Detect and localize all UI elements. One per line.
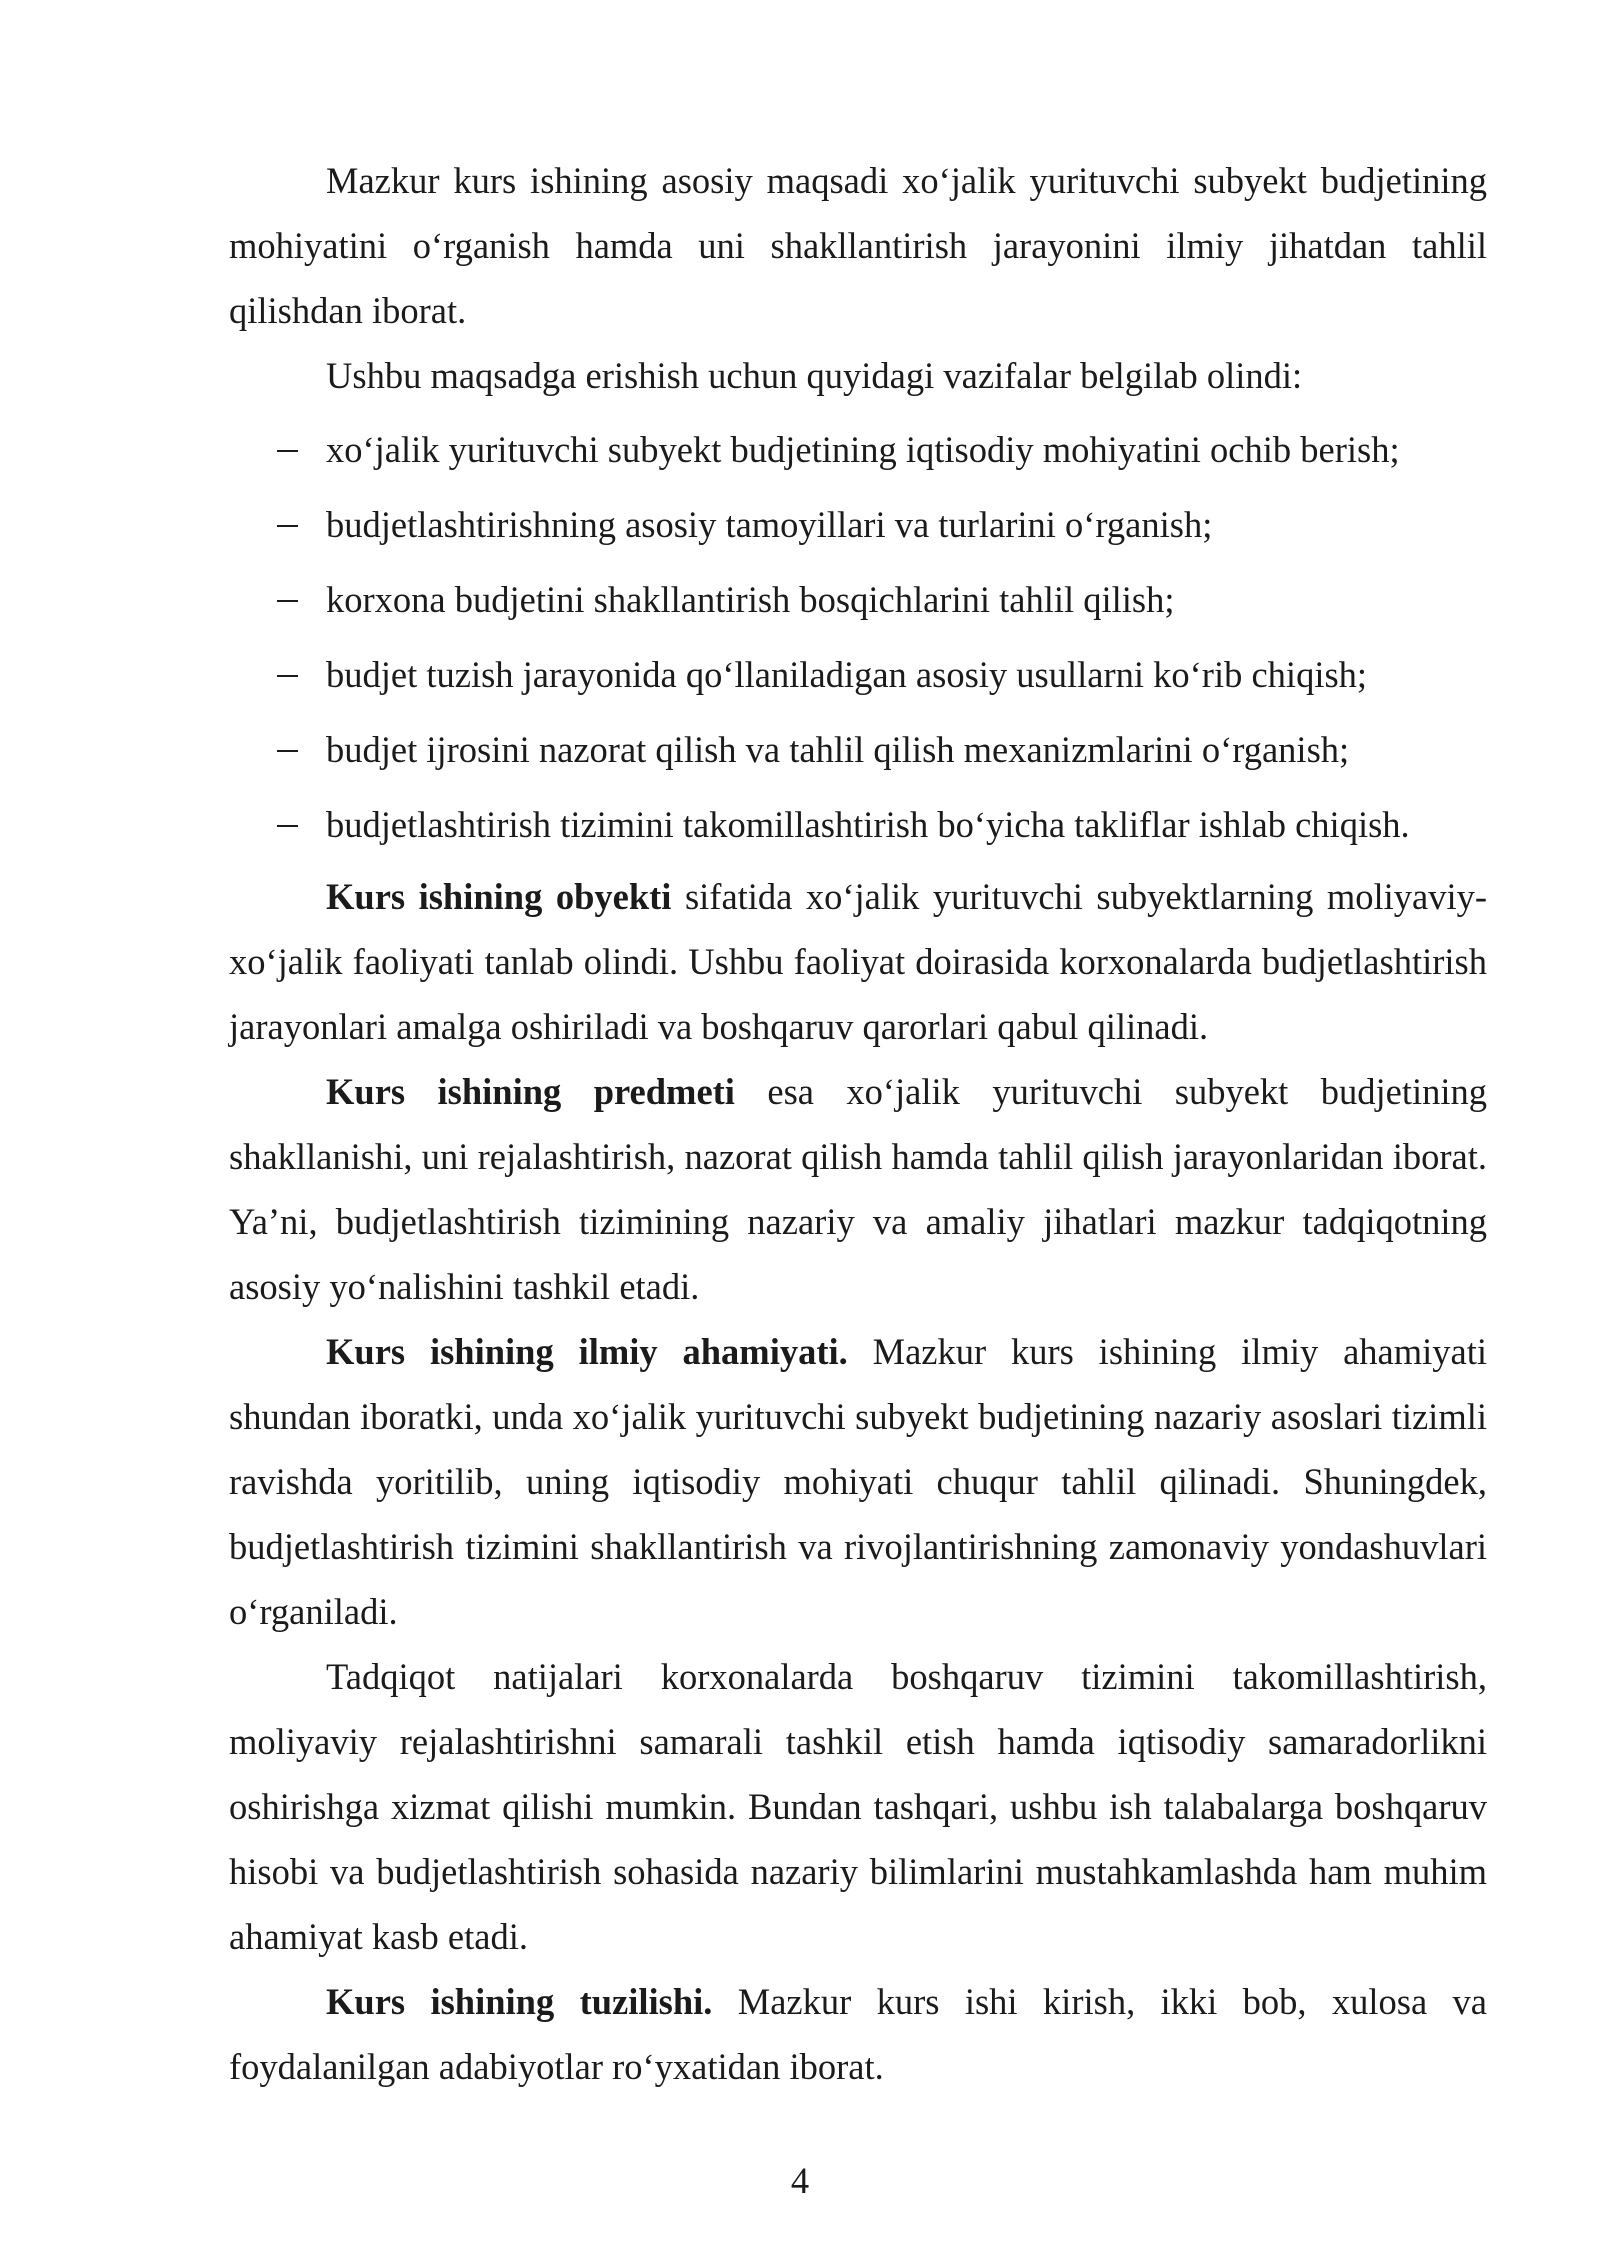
list-item [229,712,1487,787]
significance-text: Mazkur kurs ishining ilmiy ahamiyati shundan iboratki, unda xo‘jalik yurituvchi subyekt budjetining nazariy asoslari tizimli ravishda yoritilib, uning iqtisodiy mohiyati chuqur tahlil qilinadi. Shuningdek, budjetlashtirish tizimini shakllantirish va rivojlantirishning zamonaviy yondashuvlari o‘rganiladi. [229,1331,1487,1632]
list-item-text: budjetlashtirishning asosiy tamoyillari va turlarini o‘rganish; [326,504,1213,545]
list-item-text: budjetlashtirish tizimini takomillashtirish bo‘yicha takliflar ishlab chiqish. [326,804,1410,845]
page-number: 4 [790,2160,810,2201]
structure-text: Mazkur kurs ishi kirish, ikki bob, xulosa va foydalanilgan adabiyotlar ro‘yxatidan iborat. [229,1981,1487,2087]
results-paragraph: Tadqiqot natijalari korxonalarda boshqaruv tizimini takomillashtirish, moliyaviy rejalashtirishni samarali tashkil etish hamda iqtisodiy samaradorlikni oshirishga xizmat qilishi mumkin. Bundan tashqari, ushbu ish talabalarga boshqaruv hisobi va budjetlashtirish sohasida nazariy bilimlarini mustahkamlashda ham muhim ahamiyat kasb etadi. [229,1656,1487,1957]
significance-paragraph [229,1319,1487,1644]
list-item [229,412,1487,487]
subject-text: esa xo‘jalik yurituvchi subyekt budjetining shakllanishi, uni rejalashtirish, nazorat qilish hamda tahlil qilish jarayonlaridan iborat. Ya’ni, budjetlashtirish tizimining nazariy va amaliy jihatlari mazkur tadqiqotning asosiy yo‘nalishini tashkil etadi. [229,1071,1487,1307]
object-text: sifatida xo‘jalik yurituvchi subyektlarning moliyaviy-xo‘jalik faoliyati tanlab olindi. Ushbu faoliyat doirasida korxonalarda budjetlashtirish jarayonlari amalga oshiriladi va boshqaruv qarorlari qabul qilinadi. [229,876,1487,1047]
list-item [229,562,1487,637]
list-item [229,637,1487,712]
subject-heading: Kurs ishining predmeti [326,1071,735,1112]
list-item [229,787,1487,862]
tasks-intro: Ushbu maqsadga erishish uchun quyidagi vazifalar belgilab olindi: [326,355,1303,396]
list-item-text: budjet tuzish jarayonida qo‘llaniladigan asosiy usullarni ko‘rib chiqish; [326,654,1368,695]
tasks-list [229,412,1487,862]
list-item-text: xo‘jalik yurituvchi subyekt budjetining iqtisodiy mohiyatini ochib berish; [326,429,1400,470]
list-item-text: budjet ijrosini nazorat qilish va tahlil qilish mexanizmlarini o‘rganish; [326,729,1350,770]
object-paragraph [229,864,1487,1059]
structure-paragraph [229,1969,1487,2099]
subject-paragraph [229,1059,1487,1319]
list-item-text: korxona budjetini shakllantirish bosqichlarini tahlil qilish; [326,579,1175,620]
intro-paragraph: Mazkur kurs ishining asosiy maqsadi xo‘jalik yurituvchi subyekt budjetining mohiyatini o‘rganish hamda uni shakllantirish jarayonini ilmiy jihatdan tahlil qilishdan iborat. [229,160,1487,331]
significance-heading: Kurs ishining ilmiy ahamiyati. [326,1331,848,1372]
list-item [229,487,1487,562]
document-page [229,148,1487,2099]
structure-heading: Kurs ishining tuzilishi. [326,1981,713,2022]
object-heading: Kurs ishining obyekti [326,876,672,917]
